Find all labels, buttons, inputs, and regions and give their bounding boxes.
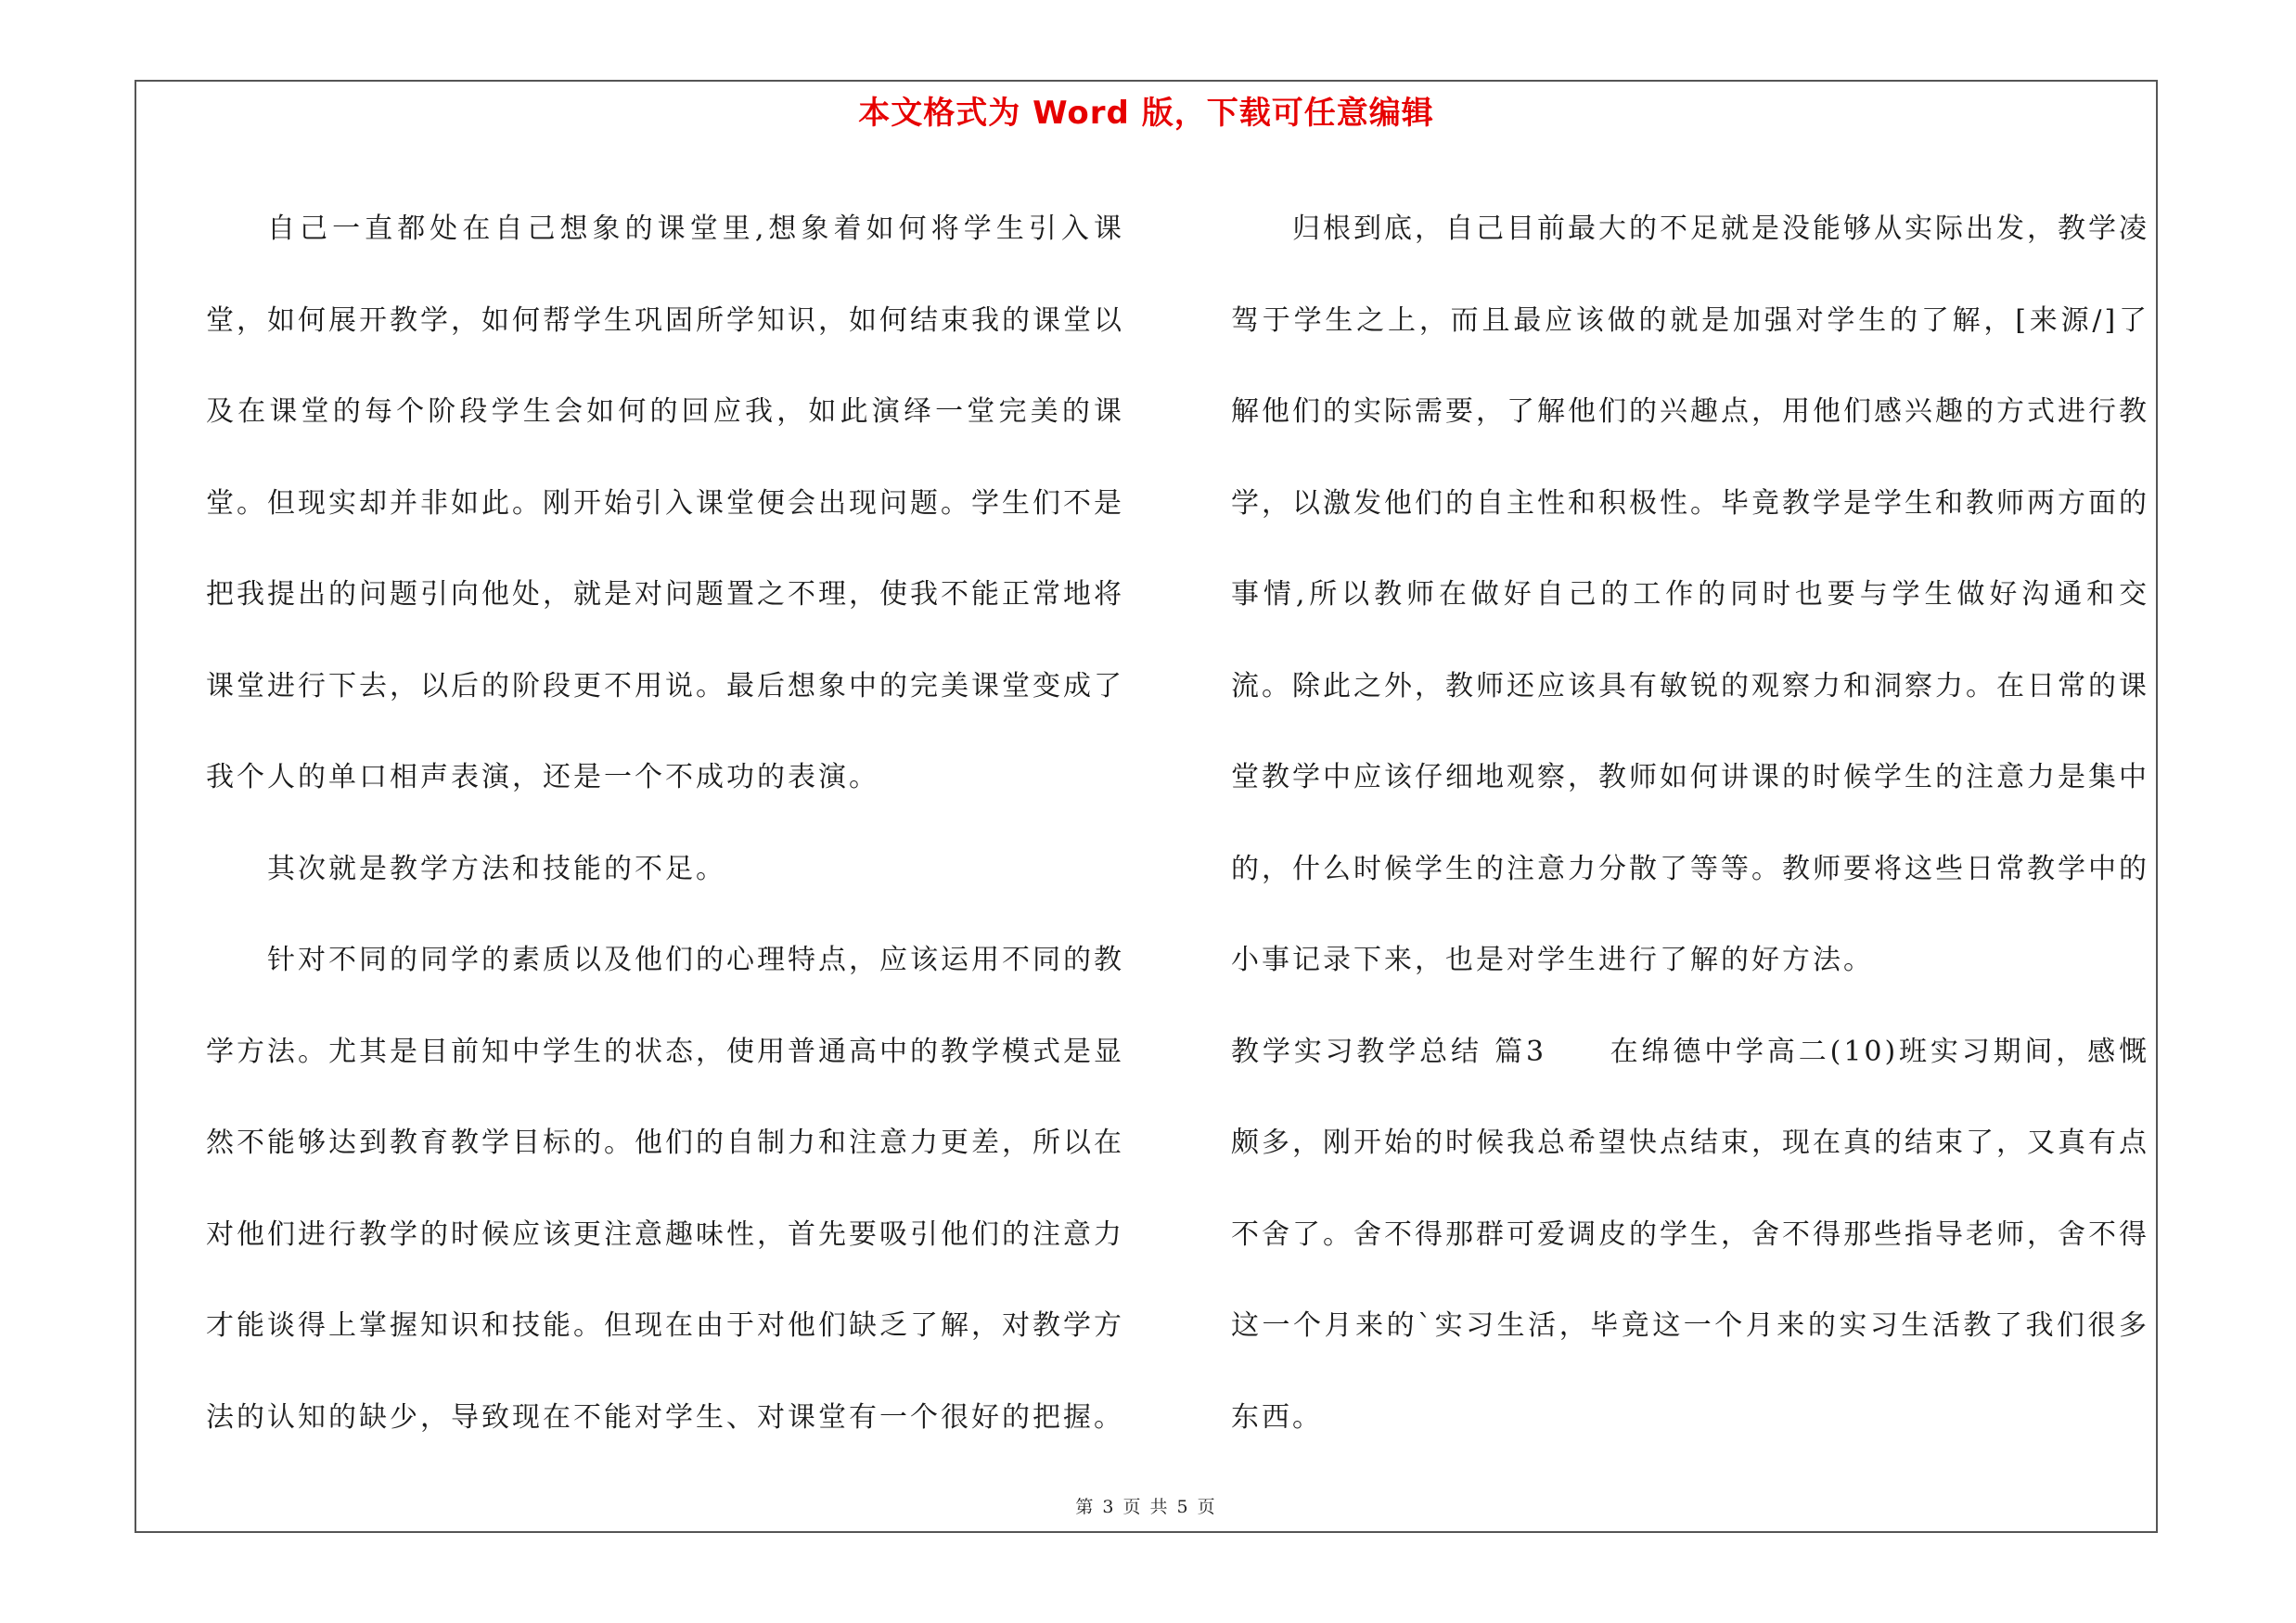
page-frame — [135, 80, 2158, 1533]
paragraph: 教学实习教学总结 篇3 在绵德中学高二(10)班实习期间，感慨颇多，刚开始的时候我总希望快点结束，现在真的结束了，又真有点不舍了。舍不得那群可爱调皮的学生，舍不得那些指导老师，舍不得这一个月来的`实习生活，毕竟这一个月来的实习生活教了我们很多东西。 — [1231, 1035, 2149, 1434]
paragraph: 针对不同的同学的素质以及他们的心理特点，应该运用不同的教学方法。尤其是目前知中学生的状态，使用普通高中的教学模式是显然不能够达到教育教学目标的。他们的自制力和注意力更差，所以在对他们进行教学的时候应该更注意趣味性，首先要吸引他们的注意力才能谈得上掌握知识和技能。但现在由于对他们缺乏了解，对教学方法的认知的缺少，导致现在不能对学生、对课堂有一个很好的把握。 — [206, 944, 1124, 1434]
paragraph: 归根到底，自己目前最大的不足就是没能够从实际出发，教学凌驾于学生之上，而且最应该做的就是加强对学生的了解，[来源/]了解他们的实际需要，了解他们的兴趣点，用他们感兴趣的方式进行教学，以激发他们的自主性和积极性。毕竟教学是学生和教师两方面的事情,所以教师在做好自己的工作的同时也要与学生做好沟通和交流。除此之外，教师还应该具有敏锐的观察力和洞察力。在日常的课堂教学中应该仔细地观察，教师如何讲课的时候学生的注意力是集中的，什么时候学生的注意力分散了等等。教师要将这些日常教学中的小事记录下来，也是对学生进行了解的好方法。 — [1231, 213, 2149, 976]
paragraph: 自己一直都处在自己想象的课堂里,想象着如何将学生引入课堂，如何展开教学，如何帮学生巩固所学知识，如何结束我的课堂以及在课堂的每个阶段学生会如何的回应我，如此演绎一堂完美的课堂。但现实却并非如此。刚开始引入课堂便会出现问题。学生们不是把我提出的问题引向他处，就是对问题置之不理，使我不能正常地将课堂进行下去，以后的阶段更不用说。最后想象中的完美课堂变成了我个人的单口相声表演，还是一个不成功的表演。 — [206, 213, 1124, 793]
right-column — [1231, 184, 2149, 1463]
left-column — [206, 184, 1124, 1463]
format-banner: 本文格式为 Word 版，下载可任意编辑 — [858, 95, 1434, 132]
paragraph: 其次就是教学方法和技能的不足。 — [267, 852, 726, 885]
page-number: 第 3 页 共 5 页 — [1075, 1497, 1217, 1517]
